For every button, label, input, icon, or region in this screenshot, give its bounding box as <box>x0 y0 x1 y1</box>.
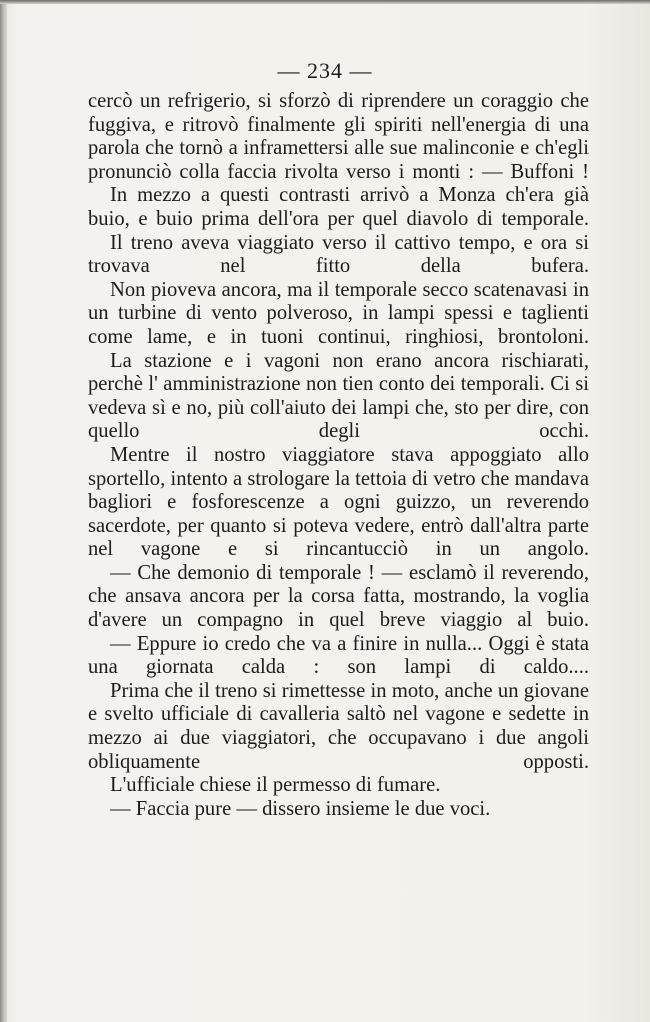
page-spine-shadow <box>0 0 7 1022</box>
paragraph-6: Mentre il nostro viaggiatore stava appoggiato allo sportello, intento a strologare la tettoia di vetro che mandava bagliori e fosforescenze a ogni guizzo, un reverendo sacerdote, per quanto si poteva vedere, entrò dall'altra parte nel vagone e si rincantucciò in un angolo. <box>88 443 589 561</box>
body-text <box>88 90 589 821</box>
page-top-edge <box>0 0 650 4</box>
paragraph-11: — Faccia pure — dissero insieme le due voci. <box>110 797 491 820</box>
paragraph-10: L'ufficiale chiese il permesso di fumare. <box>110 774 441 797</box>
paragraph-7: — Che demonio di temporale ! — esclamò il reverendo, che ansava ancora per la corsa fatta, mostrando, la voglia d'avere un compagno in quel breve viaggio al buio. <box>88 561 589 632</box>
paragraph-9: Prima che il treno si rimettesse in moto, anche un giovane e svelto ufficiale di cavalleria saltò nel vagone e sedette in mezzo ai due viaggiatori, che occupavano i due angoli obliquamente opposti. <box>88 679 589 773</box>
paragraph-2: In mezzo a questi contrasti arrivò a Monza ch'era già buio, e buio prima dell'ora per quel diavolo di temporale. <box>88 184 589 230</box>
paragraph-4: Non pioveva ancora, ma il temporale secco scatenavasi in un turbine di vento polveroso, in lampi spessi e taglienti come lame, e in tuoni continui, ringhiosi, brontoloni. <box>88 278 589 348</box>
page-number: — 234 — <box>277 58 373 83</box>
paragraph-5: La stazione e i vagoni non erano ancora rischiarati, perchè l' amministrazione non tien conto dei temporali. Ci si vedeva sì e no, più coll'aiuto dei lampi che, sto per dire, con quello degli occhi. <box>88 349 589 443</box>
paragraph-1: cercò un refrigerio, si sforzò di riprendere un coraggio che fuggiva, e ritrovò finalmente gli spiriti nell'energia di una parola che tornò a inframettersi alle sue malinconie e ch'egli pronunciò colla faccia rivolta verso i monti : — Buffoni ! <box>88 90 589 183</box>
paragraph-8: — Eppure io credo che va a finire in nulla... Oggi è stata una giornata calda : son lampi di caldo.... <box>88 632 589 679</box>
paragraph-3: Il treno aveva viaggiato verso il cattivo tempo, e ora si trovava nel fitto della bufera. <box>88 231 589 278</box>
